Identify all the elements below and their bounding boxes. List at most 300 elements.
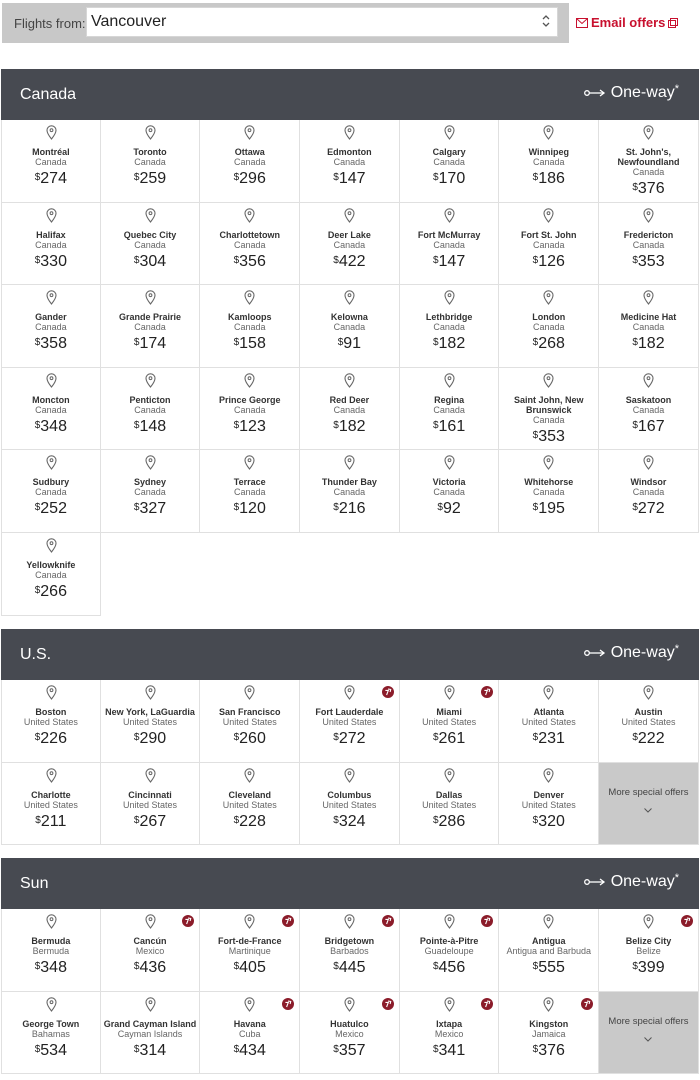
- map-pin-icon: [344, 455, 355, 470]
- trip-type-label: One-way: [610, 644, 675, 661]
- destination-card[interactable]: [101, 450, 201, 533]
- destination-city: Deer Lake: [327, 229, 371, 240]
- destination-country: Canada: [333, 157, 366, 167]
- destination-price: [101, 169, 200, 189]
- map-pin-icon: [344, 768, 355, 783]
- destination-card[interactable]: [200, 368, 300, 451]
- flights-from-label: Flights from:: [14, 16, 86, 31]
- map-pin-icon: [543, 290, 554, 305]
- destination-city: Thunder Bay: [321, 477, 377, 488]
- price-amount: 182: [438, 335, 466, 353]
- one-way-arrow-icon: [584, 877, 606, 887]
- currency-symbol: $: [532, 429, 539, 441]
- price-amount: 126: [538, 252, 565, 270]
- destination-country: United States: [422, 717, 477, 727]
- destination-card[interactable]: [499, 285, 599, 368]
- map-pin-icon: [244, 914, 255, 929]
- currency-symbol: $: [532, 337, 539, 349]
- destination-price: [300, 958, 399, 978]
- destination-card[interactable]: [499, 120, 599, 203]
- map-pin-icon: [46, 768, 57, 783]
- destination-card[interactable]: [400, 120, 500, 203]
- destination-price: [499, 427, 598, 447]
- destination-card[interactable]: [1, 992, 101, 1075]
- destination-card[interactable]: [599, 680, 699, 763]
- destination-price: [2, 417, 100, 437]
- price-amount: 434: [239, 1041, 266, 1059]
- currency-symbol: $: [233, 337, 240, 349]
- price-amount: 436: [139, 959, 167, 976]
- currency-symbol: $: [532, 254, 539, 266]
- destination-card[interactable]: [400, 368, 500, 451]
- map-pin-icon: [344, 373, 355, 388]
- destination-city: Toronto: [133, 147, 167, 157]
- currency-symbol: $: [632, 502, 638, 514]
- currency-symbol: $: [532, 172, 539, 183]
- destination-country: Canada: [333, 404, 366, 415]
- currency-symbol: $: [432, 172, 439, 183]
- destination-card[interactable]: [1, 909, 101, 992]
- destination-country: Canada: [533, 157, 565, 167]
- flights-from-box: [2, 3, 569, 43]
- destination-country: Canada: [35, 239, 67, 250]
- destination-card[interactable]: [599, 285, 699, 368]
- currency-symbol: $: [532, 814, 539, 826]
- price-amount: 341: [438, 1041, 466, 1059]
- destination-country: Cuba: [238, 1028, 261, 1039]
- destination-country: Canada: [333, 322, 366, 333]
- map-pin-icon: [46, 125, 57, 140]
- price-amount: 120: [239, 500, 266, 518]
- price-amount: 231: [538, 730, 565, 747]
- price-amount: 286: [438, 812, 466, 830]
- destination-city: Fort McMurray: [417, 229, 481, 240]
- destination-grid: [1, 120, 699, 616]
- destination-city: Fort-de-France: [217, 936, 282, 946]
- price-amount: 261: [438, 730, 466, 747]
- destination-country: Canada: [35, 322, 67, 333]
- destination-card[interactable]: [599, 909, 699, 992]
- section-us: [1, 629, 699, 845]
- price-amount: 320: [538, 812, 565, 830]
- currency-symbol: $: [133, 254, 140, 266]
- destination-card[interactable]: [400, 680, 500, 763]
- currency-symbol: $: [432, 961, 439, 972]
- destination-card[interactable]: [499, 203, 599, 286]
- destination-city: Whitehorse: [524, 477, 574, 488]
- section-sun: [1, 858, 699, 1074]
- price-amount: 259: [139, 170, 167, 187]
- map-pin-icon: [46, 290, 57, 305]
- price-amount: 167: [637, 417, 665, 435]
- destination-city: Sydney: [134, 477, 167, 488]
- price-amount: 92: [442, 500, 461, 518]
- destination-card[interactable]: [499, 992, 599, 1075]
- destination-city: Ixtapa: [436, 1018, 463, 1029]
- destination-city: Calgary: [432, 147, 466, 157]
- footnote-marker: *: [674, 872, 679, 884]
- currency-symbol: $: [35, 814, 41, 826]
- currency-symbol: $: [133, 1043, 140, 1055]
- destination-city: Kamloops: [227, 312, 272, 323]
- destination-city: St. John's, Newfoundland: [617, 147, 680, 167]
- price-amount: 422: [338, 252, 366, 270]
- destination-card[interactable]: [1, 285, 101, 368]
- destination-card[interactable]: [101, 992, 201, 1075]
- price-amount: 314: [139, 1041, 167, 1059]
- map-pin-icon: [145, 125, 156, 140]
- map-pin-icon: [444, 997, 455, 1012]
- destination-city: Quebec City: [123, 229, 177, 240]
- special-offer-icon: [282, 997, 294, 1009]
- destination-country: Canada: [433, 239, 465, 250]
- destination-country: Canada: [233, 487, 266, 498]
- price-amount: 174: [139, 335, 167, 353]
- map-pin-icon: [244, 208, 255, 223]
- map-pin-icon: [543, 914, 554, 929]
- price-amount: 324: [338, 812, 366, 830]
- destination-city: Windsor: [630, 477, 667, 488]
- price-amount: 91: [343, 335, 362, 353]
- destination-city: George Town: [22, 1018, 80, 1029]
- destination-price: [300, 499, 399, 519]
- destination-country: Canada: [333, 239, 366, 250]
- email-offers-link[interactable]: [576, 15, 678, 30]
- chevron-down-icon: [644, 1029, 652, 1034]
- destination-card[interactable]: [1, 368, 101, 451]
- destination-grid: [1, 909, 699, 1074]
- map-pin-icon: [643, 455, 654, 470]
- map-pin-icon: [344, 125, 355, 140]
- destination-city: Bermuda: [31, 936, 71, 946]
- destination-card[interactable]: [200, 909, 300, 992]
- price-amount: 555: [538, 959, 565, 976]
- currency-symbol: $: [333, 172, 339, 183]
- destination-country: Canada: [35, 487, 67, 498]
- destination-price: [300, 334, 399, 354]
- price-amount: 186: [538, 170, 565, 187]
- destination-city: Havana: [233, 1018, 266, 1029]
- destination-card[interactable]: [1, 680, 101, 763]
- destination-country: United States: [322, 799, 377, 810]
- destination-city: Halifax: [36, 229, 66, 240]
- destination-card[interactable]: [499, 450, 599, 533]
- price-amount: 348: [40, 959, 67, 976]
- price-amount: 353: [538, 427, 565, 445]
- destination-city: Montréal: [32, 147, 70, 157]
- destination-card[interactable]: [300, 120, 400, 203]
- currency-symbol: $: [34, 584, 41, 596]
- destination-price: [400, 417, 499, 437]
- section-header: [1, 69, 699, 120]
- map-pin-icon: [244, 997, 255, 1012]
- price-amount: 260: [239, 730, 266, 747]
- currency-symbol: $: [34, 419, 41, 431]
- currency-symbol: $: [233, 732, 240, 743]
- section-header: [1, 858, 699, 909]
- destination-price: [300, 417, 399, 437]
- destination-country: Canada: [35, 569, 67, 580]
- destination-price: [599, 958, 698, 978]
- currency-symbol: $: [133, 337, 140, 349]
- map-pin-icon: [145, 685, 156, 700]
- destination-card[interactable]: [300, 992, 400, 1075]
- destination-city: Columbus: [327, 789, 372, 800]
- currency-symbol: $: [34, 172, 41, 183]
- map-pin-icon: [444, 125, 455, 140]
- price-amount: 268: [538, 335, 565, 353]
- destination-price: [101, 252, 200, 272]
- destination-price: [101, 417, 200, 437]
- price-amount: 274: [40, 170, 67, 187]
- destination-price: [300, 729, 399, 749]
- map-pin-icon: [145, 997, 156, 1012]
- destination-city: Grande Prairie: [119, 312, 182, 323]
- destination-card[interactable]: [300, 203, 400, 286]
- map-pin-icon: [543, 997, 554, 1012]
- destination-city: Gander: [35, 312, 67, 323]
- section-header: [1, 629, 699, 680]
- map-pin-icon: [543, 768, 554, 783]
- destination-price: [200, 812, 299, 832]
- destination-card[interactable]: [1, 203, 101, 286]
- currency-symbol: $: [432, 732, 439, 743]
- destination-country: United States: [222, 717, 277, 727]
- destination-city: Cancún: [133, 936, 167, 946]
- destination-card[interactable]: [599, 450, 699, 533]
- price-amount: 304: [139, 252, 167, 270]
- destination-card[interactable]: [200, 285, 300, 368]
- destination-card[interactable]: [499, 368, 599, 451]
- destination-card[interactable]: [1, 120, 101, 203]
- destination-card[interactable]: [400, 992, 500, 1075]
- footnote-marker: *: [674, 83, 679, 95]
- destination-card[interactable]: [1, 533, 101, 616]
- destination-card[interactable]: [200, 203, 300, 286]
- destination-card[interactable]: [300, 680, 400, 763]
- destination-country: Antigua and Barbuda: [506, 946, 592, 956]
- currency-symbol: $: [632, 732, 638, 743]
- destination-card[interactable]: [300, 285, 400, 368]
- map-pin-icon: [145, 914, 156, 929]
- map-pin-icon: [643, 208, 654, 223]
- destination-country: Belize: [636, 946, 661, 956]
- map-pin-icon: [145, 455, 156, 470]
- map-pin-icon: [444, 373, 455, 388]
- destination-price: [101, 499, 200, 519]
- currency-symbol: $: [233, 172, 240, 183]
- currency-symbol: $: [333, 419, 339, 431]
- destination-card[interactable]: [200, 992, 300, 1075]
- destination-city: Charlotte: [31, 789, 71, 800]
- destination-card[interactable]: [200, 680, 300, 763]
- destination-price: [499, 169, 598, 189]
- trip-type-label: One-way: [610, 873, 675, 890]
- destination-card[interactable]: [200, 120, 300, 203]
- destination-country: Canada: [632, 404, 665, 415]
- currency-symbol: $: [233, 254, 240, 266]
- map-pin-icon: [145, 208, 156, 223]
- destination-price: [2, 499, 100, 519]
- destination-city: Kelowna: [330, 312, 368, 323]
- destination-price: [101, 729, 200, 749]
- price-amount: 376: [637, 180, 665, 197]
- destination-card[interactable]: [499, 763, 599, 846]
- destination-country: Canada: [533, 239, 565, 250]
- map-pin-icon: [46, 455, 57, 470]
- destination-card[interactable]: [101, 203, 201, 286]
- map-pin-icon: [643, 125, 654, 140]
- destination-price: [499, 499, 598, 519]
- destination-country: Canada: [533, 487, 565, 498]
- destination-country: United States: [521, 717, 576, 727]
- price-amount: 266: [40, 582, 67, 600]
- destination-card[interactable]: [300, 450, 400, 533]
- destination-card[interactable]: [400, 203, 500, 286]
- destination-city: London: [532, 312, 566, 323]
- destination-price: [499, 1041, 598, 1061]
- destination-country: Canada: [35, 404, 67, 415]
- destination-card[interactable]: [101, 763, 201, 846]
- destination-price: [599, 179, 698, 199]
- map-pin-icon: [145, 768, 156, 783]
- footnote-marker: *: [674, 643, 679, 655]
- currency-symbol: $: [333, 1043, 339, 1055]
- destination-card[interactable]: [101, 285, 201, 368]
- destination-card[interactable]: [400, 285, 500, 368]
- map-pin-icon: [46, 997, 57, 1012]
- destination-country: Jamaica: [532, 1028, 566, 1039]
- more-special-offers-label: More special offers: [608, 786, 689, 798]
- destination-price: [599, 729, 698, 749]
- destination-price: [300, 812, 399, 832]
- map-pin-icon: [643, 685, 654, 700]
- destination-card[interactable]: [101, 680, 201, 763]
- price-amount: 272: [637, 500, 665, 518]
- destination-city: Miami: [436, 707, 462, 717]
- currency-symbol: $: [632, 419, 638, 431]
- destination-city: Cleveland: [228, 789, 271, 800]
- price-amount: 182: [338, 417, 366, 435]
- destination-country: Canada: [233, 157, 266, 167]
- destination-card[interactable]: [101, 909, 201, 992]
- origin-city-select[interactable]: [86, 7, 558, 37]
- destination-price: [499, 812, 598, 832]
- destination-price: [499, 958, 598, 978]
- destination-country: Barbados: [330, 946, 369, 956]
- destination-card[interactable]: [101, 120, 201, 203]
- map-pin-icon: [46, 914, 57, 929]
- destination-price: [101, 958, 200, 978]
- map-pin-icon: [643, 290, 654, 305]
- destination-city: Cincinnati: [128, 789, 172, 800]
- destination-city: Medicine Hat: [620, 312, 677, 323]
- destination-country: Canada: [134, 404, 166, 415]
- destination-grid: [1, 680, 699, 845]
- price-amount: 353: [637, 252, 665, 270]
- currency-symbol: $: [432, 337, 439, 349]
- destination-card[interactable]: [499, 680, 599, 763]
- map-pin-icon: [444, 914, 455, 929]
- destination-country: United States: [322, 717, 377, 727]
- destination-city: Charlottetown: [219, 229, 280, 240]
- destination-card[interactable]: [300, 909, 400, 992]
- currency-symbol: $: [333, 814, 339, 826]
- map-pin-icon: [643, 914, 654, 929]
- destination-card[interactable]: [400, 909, 500, 992]
- currency-symbol: $: [34, 502, 41, 514]
- destination-card[interactable]: [101, 368, 201, 451]
- destination-city: Penticton: [129, 394, 171, 405]
- destination-price: [400, 169, 499, 189]
- destination-card[interactable]: [200, 763, 300, 846]
- price-amount: 399: [637, 959, 665, 976]
- map-pin-icon: [444, 290, 455, 305]
- map-pin-icon: [344, 290, 355, 305]
- destination-city: Winnipeg: [528, 147, 569, 157]
- special-offer-icon: [182, 914, 194, 926]
- destination-city: Sudbury: [32, 477, 70, 488]
- destination-city: Huatulco: [330, 1018, 369, 1029]
- price-amount: 147: [438, 252, 466, 270]
- currency-symbol: $: [133, 732, 140, 743]
- destination-card[interactable]: [1, 763, 101, 846]
- destination-price: [101, 334, 200, 354]
- more-special-offers-button[interactable]: [599, 992, 699, 1075]
- destination-price: [2, 958, 100, 978]
- price-amount: 228: [239, 812, 266, 830]
- chevron-down-icon: [644, 800, 652, 805]
- destination-price: [101, 1041, 200, 1061]
- destination-card[interactable]: [400, 450, 500, 533]
- map-pin-icon: [543, 373, 554, 388]
- destination-price: [400, 252, 499, 272]
- destination-price: [2, 252, 100, 272]
- destination-country: United States: [23, 799, 78, 810]
- price-amount: 348: [40, 417, 67, 435]
- destination-card[interactable]: [200, 450, 300, 533]
- destination-card[interactable]: [499, 909, 599, 992]
- destination-price: [2, 169, 100, 189]
- destination-country: Canada: [533, 322, 565, 333]
- destination-city: Yellowknife: [26, 559, 76, 570]
- destination-card[interactable]: [300, 763, 400, 846]
- destination-price: [400, 958, 499, 978]
- more-special-offers-button[interactable]: [599, 763, 699, 846]
- special-offer-icon: [481, 914, 493, 926]
- destination-price: [200, 1041, 299, 1061]
- destination-country: Canada: [433, 322, 465, 333]
- currency-symbol: $: [532, 732, 539, 743]
- destination-city: Atlanta: [533, 707, 565, 717]
- destination-country: Canada: [134, 239, 166, 250]
- map-pin-icon: [46, 208, 57, 223]
- destination-card[interactable]: [599, 203, 699, 286]
- more-special-offers-label: More special offers: [608, 1015, 689, 1027]
- destination-card[interactable]: [400, 763, 500, 846]
- destination-card[interactable]: [599, 120, 699, 203]
- destination-card[interactable]: [1, 450, 101, 533]
- destination-city: Denver: [533, 789, 565, 800]
- map-pin-icon: [244, 768, 255, 783]
- destination-card[interactable]: [300, 368, 400, 451]
- destination-card[interactable]: [599, 368, 699, 451]
- trip-type: [584, 644, 679, 662]
- currency-symbol: $: [333, 961, 339, 972]
- destination-city: Pointe-à-Pitre: [419, 936, 479, 946]
- currency-symbol: $: [632, 961, 638, 972]
- destination-price: [400, 729, 499, 749]
